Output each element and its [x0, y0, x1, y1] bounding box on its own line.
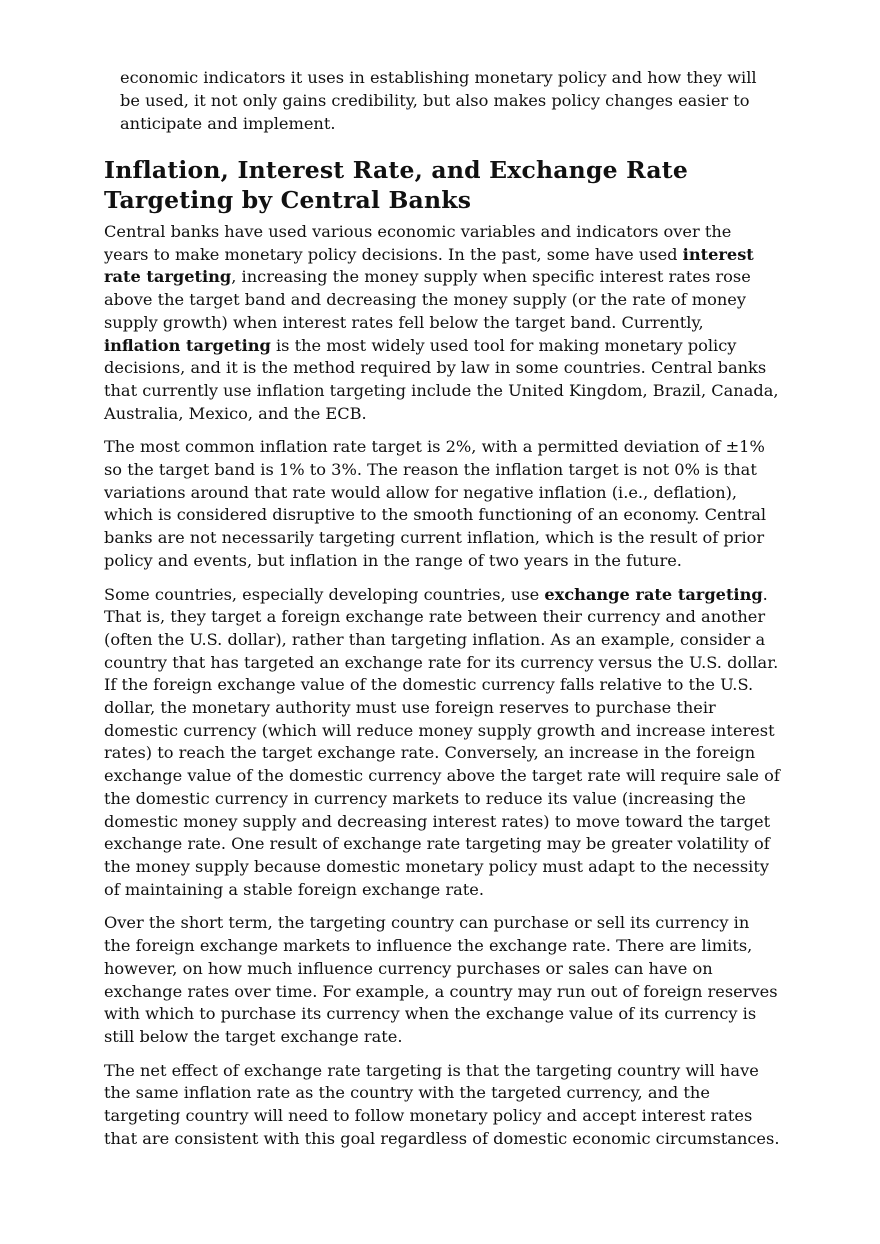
- paragraph-exchange-rate-targeting: [104, 584, 780, 902]
- paragraph-short-term: Over the short term, the targeting country can purchase or sell its currency in the foreign exchange markets to influence the exchange rate. There are limits, however, on how much influence currency purchases or sales can have on exchange rates over time. For example, a country may run out of foreign reserves with which to purchase its currency when the exchange value of its currency is still below the target exchange rate.: [104, 913, 778, 1046]
- section-heading: Inflation, Interest Rate, and Exchange Rate Targeting by Central Banks: [104, 156, 689, 214]
- paragraph-inflation-target: The most common inflation rate target is 2%, with a permitted deviation of ±1% so the target band is 1% to 3%. The reason the inflation target is not 0% is that variations around that rate would allow for negative inflation (i.e., deflation), which is considered disruptive to the smooth functioning of an economy. Central banks are not necessarily targeting current inflation, which is the result of prior policy and events, but inflation in the range of two years in the future.: [104, 437, 767, 570]
- term-interest-rate-targeting: interest rate targeting: [104, 244, 754, 287]
- paragraph-targeting-overview: [104, 221, 780, 425]
- p3-text-b: . That is, they target a foreign exchange rate between their currency and another (often the U.S. dollar), rather than targeting inflation. As an example, consider a country that has targeted an exchange rate for its currency versus the U.S. dollar. If the foreign exchange value of the domestic currency falls relative to the U.S. dollar, the monetary authority must use foreign reserves to purchase their domestic currency (which will reduce money supply growth and increase interest rates) to reach the target exchange rate. Conversely, an increase in the foreign exchange value of the domestic currency above the target rate will require sale of the domestic currency in currency markets to reduce its value (increasing the domestic money supply and decreasing interest rates) to move toward the target exchange rate. One result of exchange rate targeting may be greater volatility of the money supply because domestic monetary policy must adapt to the necessity of maintaining a stable foreign exchange rate.: [104, 584, 780, 899]
- document-page: [104, 66, 780, 1161]
- p1-text-a: Central banks have used various economic variables and indicators over the years to make monetary policy decisions. In the past, some have used: [104, 222, 732, 264]
- term-exchange-rate-targeting: exchange rate targeting: [544, 584, 763, 604]
- p1-text-c: is the most widely used tool for making monetary policy decisions, and it is the method required by law in some countries. Central banks that currently use inflation targeting include the United Kingdom, Brazil, Canada, Australia, Mexico, and the ECB.: [104, 335, 779, 423]
- paragraph-net-effect: The net effect of exchange rate targeting is that the targeting country will have the same inflation rate as the country with the targeted currency, and the targeting country will need to follow monetary policy and accept interest rates that are consistent with this goal regardless of domestic economic circumstances.: [104, 1060, 780, 1148]
- p1-text-b: , increasing the money supply when specific interest rates rose above the target band and decreasing the money supply (or the rate of money supply growth) when interest rates fell below the target band. Currently,: [104, 267, 751, 332]
- intro-paragraph: economic indicators it uses in establishing monetary policy and how they will be used, it not only gains credibility, but also makes policy changes easier to anticipate and implement.: [120, 68, 757, 133]
- term-inflation-targeting: inflation targeting: [104, 335, 271, 355]
- p3-text-a: Some countries, especially developing countries, use: [104, 584, 545, 604]
